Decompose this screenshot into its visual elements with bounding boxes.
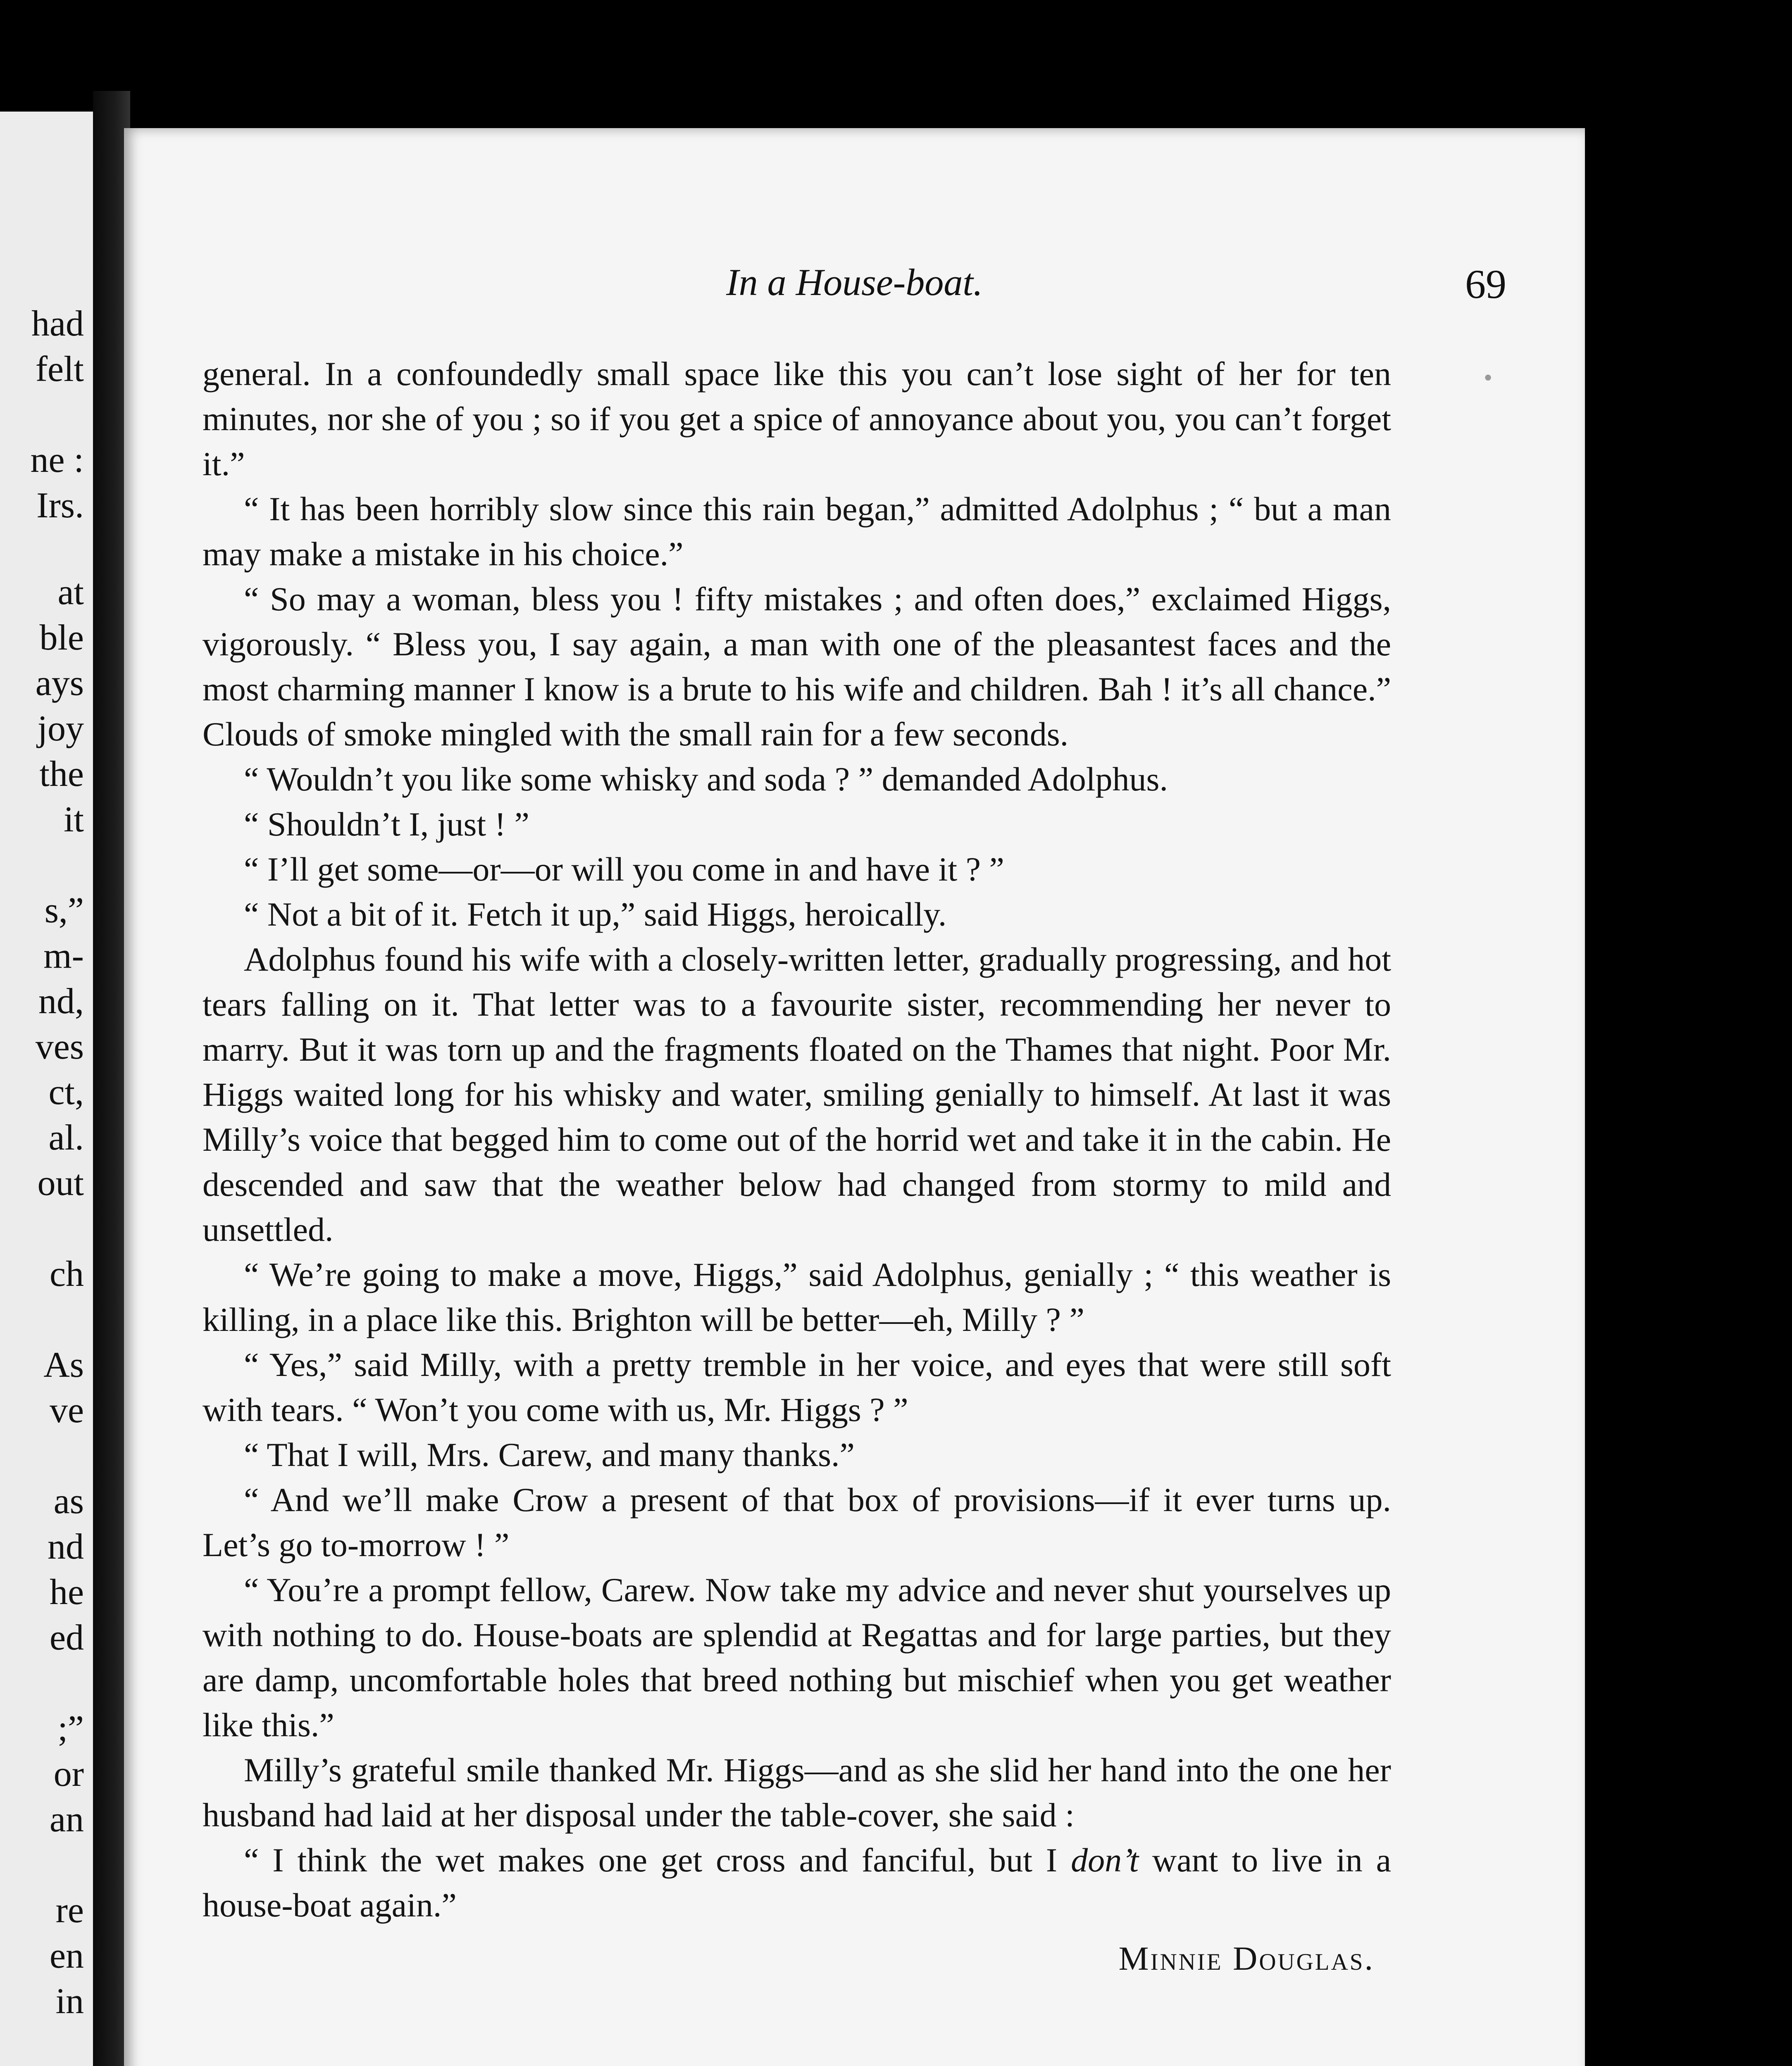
paragraph: “ Not a bit of it. Fetch it up,” said Higgs, heroically. xyxy=(244,895,947,933)
previous-page-fragment: ves xyxy=(35,1027,84,1067)
book-page xyxy=(124,128,1585,2066)
previous-page-fragment: had xyxy=(31,304,84,344)
running-head xyxy=(203,260,1506,310)
paragraph: Adolphus found his wife with a closely-written letter, gradually progressing, and hot tears falling on it. That letter was to a favourite sister, recommending her never to marry. But it was torn up and the fragments floated on the Thames that night. Poor Mr. Higgs waited long for his whisky and water, smiling genially to himself. At last it was Milly’s voice that begged him to come out of the horrid wet and take it in the cabin. He descended and saw that the weather below had changed from stormy to mild and unsettled. xyxy=(203,940,1391,1248)
previous-page-fragment: ed xyxy=(49,1618,84,1658)
previous-page-fragment: al. xyxy=(48,1118,84,1158)
previous-page-fragment: it xyxy=(64,800,84,840)
previous-page-fragment: s,” xyxy=(44,890,84,931)
previous-page-fragment: ct, xyxy=(48,1072,84,1112)
final-text-start: “ I think the wet makes one get cross and fanciful, but I xyxy=(244,1841,1071,1879)
previous-page-fragment: joy xyxy=(37,709,84,749)
previous-page-fragment: re xyxy=(55,1890,84,1930)
previous-page-fragment: As xyxy=(43,1345,84,1385)
paragraph: general. In a confoundedly small space like this you can’t lose sight of her for ten minutes, nor she of you ; so if you get a spice of annoyance about you, you can’t forget it.” xyxy=(203,355,1391,483)
previous-page-fragment: ne : xyxy=(30,440,84,480)
previous-page-fragment: he xyxy=(49,1572,84,1612)
paragraph: “ You’re a prompt fellow, Carew. Now take my advice and never shut yourselves up with nothing to do. House-boats are splendid at Regattas and for large parties, but they are damp, uncomfortable holes that breed nothing but mischief when you get weather like this.” xyxy=(203,1571,1391,1744)
previous-page-fragment: ve xyxy=(49,1390,84,1430)
previous-page-fragment: in xyxy=(55,1981,84,2021)
previous-page-fragment: at xyxy=(57,572,84,612)
previous-page-fragment: ch xyxy=(49,1254,84,1294)
previous-page-fragment: ble xyxy=(39,618,84,658)
previous-page-fragment: en xyxy=(49,1936,84,1976)
previous-page-fragment: Irs. xyxy=(36,486,84,526)
body-text xyxy=(203,351,1391,1981)
previous-page-fragment: as xyxy=(53,1481,84,1521)
page-number: 69 xyxy=(1465,261,1506,307)
paragraph: Milly’s grateful smile thanked Mr. Higgs—and as she slid her hand into the one her husband had laid at her disposal under the table-cover, she said : xyxy=(203,1751,1391,1834)
paragraph-final xyxy=(203,1838,1391,1928)
previous-page-fragment: ;” xyxy=(57,1709,84,1749)
author-signature: Minnie Douglas. xyxy=(1118,1940,1375,1977)
paragraph: “ I’ll get some—or—or will you come in and have it ? ” xyxy=(244,850,1004,888)
running-title: In a House-boat. xyxy=(726,261,983,303)
paragraph: “ Yes,” said Milly, with a pretty tremble in her voice, and eyes that were still soft with tears. “ Won’t you come with us, Mr. Higgs ? ” xyxy=(203,1346,1391,1428)
previous-page-fragment: or xyxy=(53,1754,84,1794)
paragraph: “ So may a woman, bless you ! fifty mistakes ; and often does,” exclaimed Higgs, vigorously. “ Bless you, I say again, a man with one of the pleasantest faces and the most charming manner I know is a brute to his wife and children. Bah ! it’s all chance.” Clouds of smoke mingled with the small rain for a few seconds. xyxy=(203,580,1391,753)
paragraph: “ And we’ll make Crow a present of that box of provisions—if it ever turns up. Let’s go to-morrow ! ” xyxy=(203,1481,1391,1564)
previous-page-fragment: nd xyxy=(48,1527,84,1567)
previous-page-fragment: m- xyxy=(43,936,84,976)
previous-page-fragment: felt xyxy=(35,349,84,389)
previous-page-fragment: an xyxy=(49,1799,84,1840)
speck-mark: • xyxy=(1484,364,1493,391)
previous-page-fragment: the xyxy=(39,754,84,794)
paragraph: “ It has been horribly slow since this rain began,” admitted Adolphus ; “ but a man may make a mistake in his choice.” xyxy=(203,490,1391,573)
previous-page-fragment: nd, xyxy=(38,981,84,1021)
paragraph: “ Wouldn’t you like some whisky and soda ? ” demanded Adolphus. xyxy=(244,760,1168,798)
previous-page-fragment: out xyxy=(37,1163,84,1203)
paragraph: “ That I will, Mrs. Carew, and many thanks.” xyxy=(244,1436,855,1473)
previous-page-fragment: ays xyxy=(35,663,84,703)
previous-page-edge xyxy=(0,112,95,2066)
final-text-end: want to live in a house-boat again.” xyxy=(203,1841,1391,1924)
emphasized-word: don’t xyxy=(1071,1841,1139,1879)
paragraph: “ Shouldn’t I, just ! ” xyxy=(244,805,529,843)
paragraph: “ We’re going to make a move, Higgs,” said Adolphus, genially ; “ this weather is killing, in a place like this. Brighton will be better—eh, Milly ? ” xyxy=(203,1256,1391,1338)
